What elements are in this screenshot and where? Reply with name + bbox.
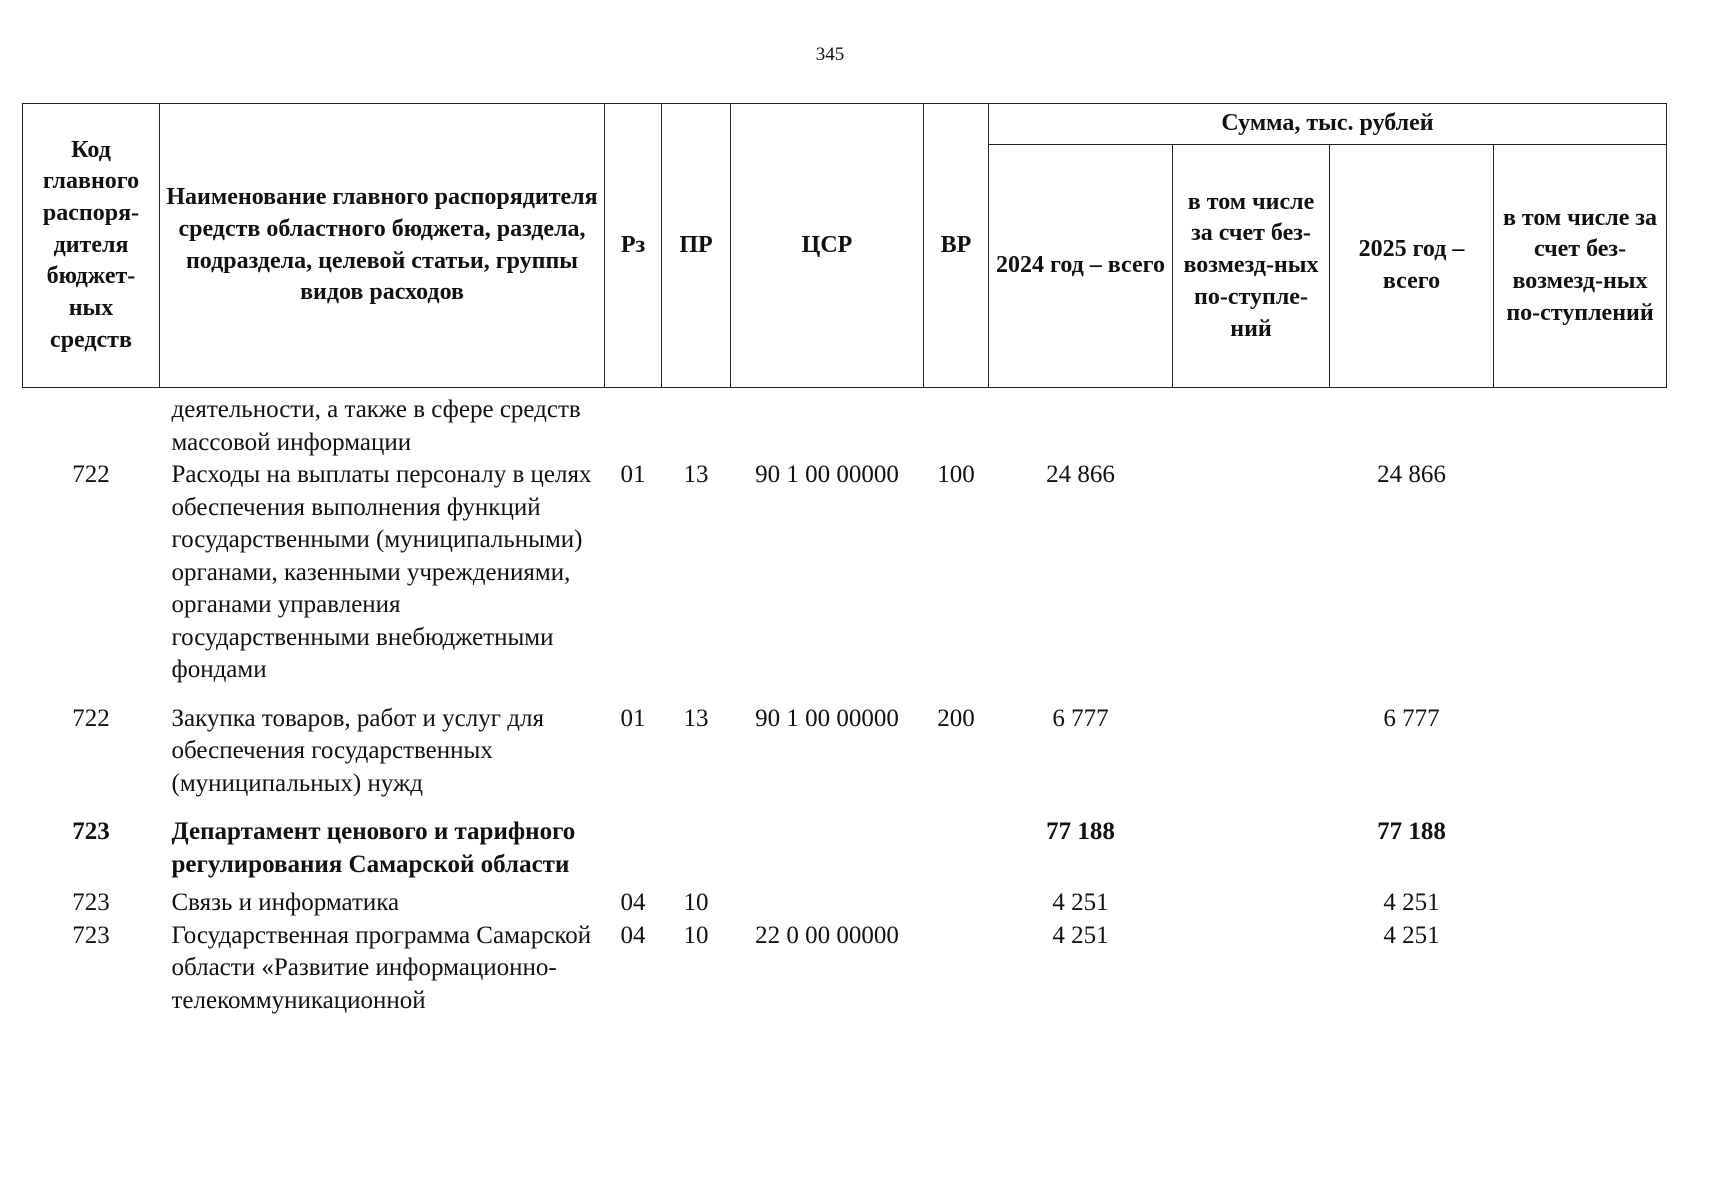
cell-rz: 04 — [620, 889, 646, 916]
cell-code: 723 — [72, 889, 110, 916]
table-row — [23, 459, 1667, 687]
header-name: Наименование главного распорядителя средств областного бюджета, раздела, подраздела, целевой статьи, группы видов расходов — [160, 104, 605, 388]
page-number: 345 — [815, 44, 845, 65]
cell-pr: 13 — [683, 704, 709, 732]
cell-name: деятельности, а также в сфере средств массовой информации — [171, 396, 581, 456]
cell-vr: 200 — [937, 704, 975, 732]
cell-2024-total — [989, 388, 1173, 460]
cell-2025-total: 6 777 — [1383, 704, 1440, 732]
cell-name: Расходы на выплаты персоналу в целях обеспечения выполнения функций государственными (муниципальными) органами, казенными учреждениями, органами управления государственными внебюджетными фондами — [171, 461, 592, 683]
table-row — [23, 687, 1667, 801]
cell-code — [23, 388, 160, 460]
cell-name: Департамент ценового и тарифного регулирования Самарской области — [171, 818, 576, 878]
cell-2024-free — [1173, 687, 1330, 801]
header-pr: ПР — [662, 104, 731, 388]
cell-rz — [605, 388, 662, 460]
header-csr: ЦСР — [731, 104, 924, 388]
header-2025-total: 2025 год – всего — [1330, 145, 1494, 388]
cell-vr — [924, 920, 989, 1018]
cell-vr — [924, 388, 989, 460]
cell-csr: 90 1 00 00000 — [755, 704, 899, 732]
table-header — [23, 104, 1667, 388]
cell-rz: 01 — [620, 461, 646, 488]
cell-rz: 04 — [620, 921, 646, 949]
cell-name: Закупка товаров, работ и услуг для обеспечения государственных (муниципальных) нужд — [171, 704, 544, 797]
cell-2024-total: 4 251 — [1052, 889, 1109, 916]
cell-2025-free — [1494, 881, 1667, 920]
cell-pr — [662, 800, 731, 881]
header-2024-total: 2024 год – всего — [989, 145, 1173, 388]
cell-vr: 100 — [937, 461, 975, 488]
cell-2024-total: 24 866 — [1046, 461, 1115, 488]
cell-code: 722 — [72, 704, 110, 732]
cell-code: 723 — [72, 818, 110, 845]
cell-2025-total: 4 251 — [1383, 889, 1440, 916]
cell-2025-free — [1494, 687, 1667, 801]
cell-csr: 90 1 00 00000 — [755, 461, 899, 488]
cell-2025-total — [1330, 388, 1494, 460]
cell-2025-free — [1494, 388, 1667, 460]
cell-csr: 22 0 00 00000 — [755, 921, 899, 949]
cell-2025-total: 4 251 — [1383, 921, 1440, 949]
cell-2024-free — [1173, 388, 1330, 460]
cell-2025-total: 24 866 — [1377, 461, 1446, 488]
cell-vr — [924, 881, 989, 920]
cell-csr — [731, 800, 924, 881]
cell-pr: 10 — [683, 889, 709, 916]
cell-2024-total: 77 188 — [1046, 818, 1115, 845]
header-sum: Сумма, тыс. рублей — [989, 104, 1667, 145]
cell-vr — [924, 800, 989, 881]
cell-2024-free — [1173, 800, 1330, 881]
table-row — [23, 800, 1667, 881]
cell-rz — [605, 800, 662, 881]
header-2025-free: в том числе за счет без-возмезд-ных по-ступлений — [1494, 145, 1667, 388]
header-2024-free: в том числе за счет без-возмезд-ных по-ступле-ний — [1173, 145, 1330, 388]
cell-pr: 13 — [683, 461, 709, 488]
cell-code: 723 — [72, 921, 110, 949]
cell-csr — [731, 881, 924, 920]
cell-2025-free — [1494, 800, 1667, 881]
table-row — [23, 920, 1667, 1018]
header-vr: ВР — [924, 104, 989, 388]
table-body — [23, 388, 1667, 1018]
cell-pr: 10 — [683, 921, 709, 949]
cell-2024-free — [1173, 459, 1330, 687]
cell-2024-total: 4 251 — [1052, 921, 1109, 949]
header-rz: Рз — [605, 104, 662, 388]
cell-name: Связь и информатика — [171, 889, 400, 916]
table-row — [23, 388, 1667, 460]
cell-name: Государственная программа Самарской области «Развитие информационно-телекоммуникационной — [171, 921, 592, 1014]
cell-2024-total: 6 777 — [1052, 704, 1109, 732]
table-row — [23, 881, 1667, 920]
cell-2025-total: 77 188 — [1377, 818, 1446, 845]
budget-table — [22, 103, 1667, 1017]
cell-code: 722 — [72, 461, 110, 488]
cell-2025-free — [1494, 920, 1667, 1018]
header-code: Код главного распоря-дителя бюджет-ных средств — [23, 104, 160, 388]
cell-csr — [731, 388, 924, 460]
cell-2024-free — [1173, 920, 1330, 1018]
cell-pr — [662, 388, 731, 460]
cell-rz: 01 — [620, 704, 646, 732]
cell-2025-free — [1494, 459, 1667, 687]
cell-2024-free — [1173, 881, 1330, 920]
